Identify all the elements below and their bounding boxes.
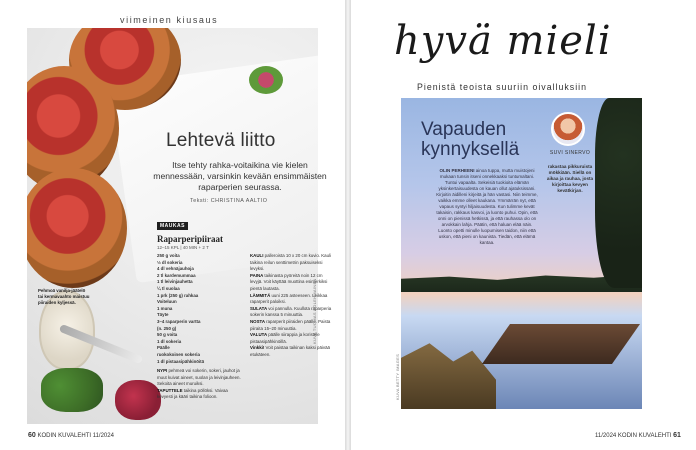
method-list bbox=[250, 253, 335, 359]
ingredient-item: 1 dl sokeria bbox=[157, 338, 182, 344]
method-step bbox=[157, 368, 242, 388]
method-step-lead: Vinkki! bbox=[250, 345, 266, 351]
recipe-block bbox=[157, 214, 335, 401]
footer-text: 11/2024 KODIN KUVALEHTI bbox=[595, 433, 672, 439]
recipe-column-1 bbox=[157, 253, 242, 401]
ingredient-item: 3–4 raparperin vartta bbox=[157, 318, 201, 324]
section-script-title: hyvä mieli bbox=[394, 18, 612, 64]
method-step bbox=[250, 332, 335, 345]
method-step bbox=[250, 306, 335, 319]
ingredient-item: ruokokoinen sokeria bbox=[157, 351, 200, 357]
ingredient-item: 4 dl vehnäjauhoja bbox=[157, 266, 194, 272]
right-page bbox=[351, 0, 696, 450]
page-footer bbox=[595, 432, 681, 439]
body-text: ainoa tuppa, mutta muistojeni mukaan tunsin itseni onnekkaaksi tuntumaltani. Tuntui vapaalta. Sekeisiä tuokioita elämän yksinkertaisuudesta on kauan ollut ajatuksissani. Kirjoitin äidilleni kirjeitä ja hän vastasi. Niin teimme, vaikka emme olleet kaukana. Ymmärrän nyt, että vapaus syntyi hiljaisuudesta. Kun tulimme kevät takaisin, rakkaus kasvoi, ja luonto puhui. Opin, että onni on pienissä hetkissä, ja että rauhassa olo on arvokkain lahja. Päätin, että haluan elää näin. Luonto opetti minulle luopumisen taidon, niin että uskon, että pieni on kaunista. Tiedän, että elämä kantaa. bbox=[436, 168, 538, 245]
method-step-text: raparperit piiraiden päälle. Paista piiraita 15–20 minuuttia. bbox=[250, 318, 331, 331]
ingredient-item: 1 muna bbox=[157, 305, 173, 311]
ingredient-item: 2 tl kardemummaa bbox=[157, 272, 196, 278]
tree-image bbox=[595, 98, 642, 288]
method-step-lead: SULATA bbox=[250, 305, 269, 311]
method-step-lead: VALUTA bbox=[250, 332, 269, 338]
method-list bbox=[157, 368, 242, 401]
method-step-lead: TAPUTTELE bbox=[157, 387, 184, 393]
ingredient-item: 250 g voita bbox=[157, 253, 180, 258]
method-step-lead: KAULI bbox=[250, 253, 265, 258]
photo-caption: Pehmoä vanilja-jäätelö tai kermavaahto maistuu piiraiden kyljessä. bbox=[38, 288, 90, 305]
page-footer bbox=[28, 432, 114, 439]
method-step bbox=[250, 319, 335, 332]
article-lead: Itse tehty rahka-voitaikina vie kielen mennessään, varsinkin kevään ensimmäisten raparperien seurassa. bbox=[153, 160, 327, 192]
author-bio: rakastaa pikkuruista mökkiään. Siellä on aikaa ja rauhaa, josta kirjoittaa kevyen kevätkirjan. bbox=[546, 164, 594, 193]
recipe-tag: MAUKAS bbox=[157, 222, 188, 230]
method-step-text: päälle siirappia ja koristele pistaasipähkinöillä. bbox=[250, 332, 320, 344]
photo-credit: KUVA TUOMAS KOLEHMAINEN bbox=[312, 278, 317, 344]
ingredient-item: 1 tl leivinjauhetta bbox=[157, 279, 193, 285]
article-body bbox=[436, 168, 538, 246]
byline: Teksti: CHRISTINA AALTIO bbox=[190, 198, 268, 204]
berries-image bbox=[115, 380, 161, 420]
ingredient-list bbox=[157, 253, 242, 365]
rhubarb-tart-image bbox=[27, 168, 127, 288]
method-step-lead: NYPI bbox=[157, 368, 169, 374]
method-step-text: taikina pöllöksi. Vaivaa kevyesti ja kääri taikina folioon. bbox=[157, 387, 228, 400]
ingredient-item: Täyte bbox=[157, 312, 169, 318]
method-step bbox=[250, 345, 335, 358]
method-step-lead: NOSTA bbox=[250, 318, 267, 324]
section-subtitle: Pienistä teoista suuriin oivalluksiin bbox=[417, 82, 587, 92]
ingredient-item: Voiteluun bbox=[157, 299, 177, 305]
ingredient-item: 1 dl pistaasipähkinöitä bbox=[157, 358, 205, 364]
method-step-lead: PAINA bbox=[250, 272, 265, 278]
recipe-column-2 bbox=[250, 253, 335, 401]
method-step bbox=[157, 388, 242, 401]
reeds-image bbox=[401, 336, 496, 409]
ingredient-item: 50 g voita bbox=[157, 332, 178, 338]
article-title-right bbox=[421, 120, 531, 160]
lake-pier-photo bbox=[401, 98, 642, 409]
recipe-meta: 12–15 KPL | 40 MIN + 2 T bbox=[157, 245, 209, 250]
left-page bbox=[0, 0, 345, 450]
body-lead: OLIN PERHEENI bbox=[439, 168, 475, 173]
herb-leaves-image bbox=[41, 368, 103, 412]
method-step-text: taikinasta pyöreitä noin 12 cm levyjä. Voit käyttää muottina esimerkiksi pientä lautasta. bbox=[250, 272, 328, 291]
method-step bbox=[250, 273, 335, 293]
pier-image bbox=[482, 324, 640, 364]
method-step-text: palleroista 10 x 20 cm kuvio. Kauli taikina reilun senttimetrin paksuiseksi levyksi. bbox=[250, 253, 332, 272]
method-step-text: pehmeä voi sokerin, sokeri, jauhot ja muut kuivat aineet, suolan ja leivinjauheen. Sekoita aineet muruiksi. bbox=[157, 368, 241, 387]
ingredient-item: ⅓ dl sokeria bbox=[157, 259, 183, 265]
photo-credit: KUVA BETTY IMAGES bbox=[395, 353, 400, 400]
flower-sprig-image bbox=[249, 66, 283, 94]
author-avatar bbox=[551, 112, 585, 146]
ingredient-item: ¼ tl suolaa bbox=[157, 285, 180, 291]
method-step-text: voi pannulla. Kuullota raparperia sokerin kanssa 5 minuuttia. bbox=[250, 305, 332, 318]
article-title-text: Vapauden kynnyksellä bbox=[421, 119, 520, 160]
recipe-title: Raparperipiiraat bbox=[157, 234, 223, 244]
article-title: Lehtevä liitto bbox=[166, 130, 276, 151]
ingredient-item: (n. 250 g) bbox=[157, 325, 177, 331]
method-step-text: uuni 225 asteeseen. Leikkaa raparperit paloiksi. bbox=[250, 292, 328, 305]
ingredient-item: 1 prk (250 g) rahkaa bbox=[157, 292, 199, 298]
page-number: 60 bbox=[28, 432, 36, 439]
method-step bbox=[250, 293, 335, 306]
author-name: SUVI SINERVO bbox=[549, 150, 591, 156]
method-step-text: Voit paistaa taikinan kaksi päivää etukäteen. bbox=[250, 345, 330, 357]
ingredient-item: Päälle bbox=[157, 345, 170, 351]
method-step bbox=[250, 253, 335, 273]
footer-text: KODIN KUVALEHTI 11/2024 bbox=[37, 433, 114, 439]
method-step-lead: LÄMMITÄ bbox=[250, 292, 272, 298]
page-number: 61 bbox=[673, 432, 681, 439]
section-heading: viimeinen kiusaus bbox=[120, 15, 219, 25]
